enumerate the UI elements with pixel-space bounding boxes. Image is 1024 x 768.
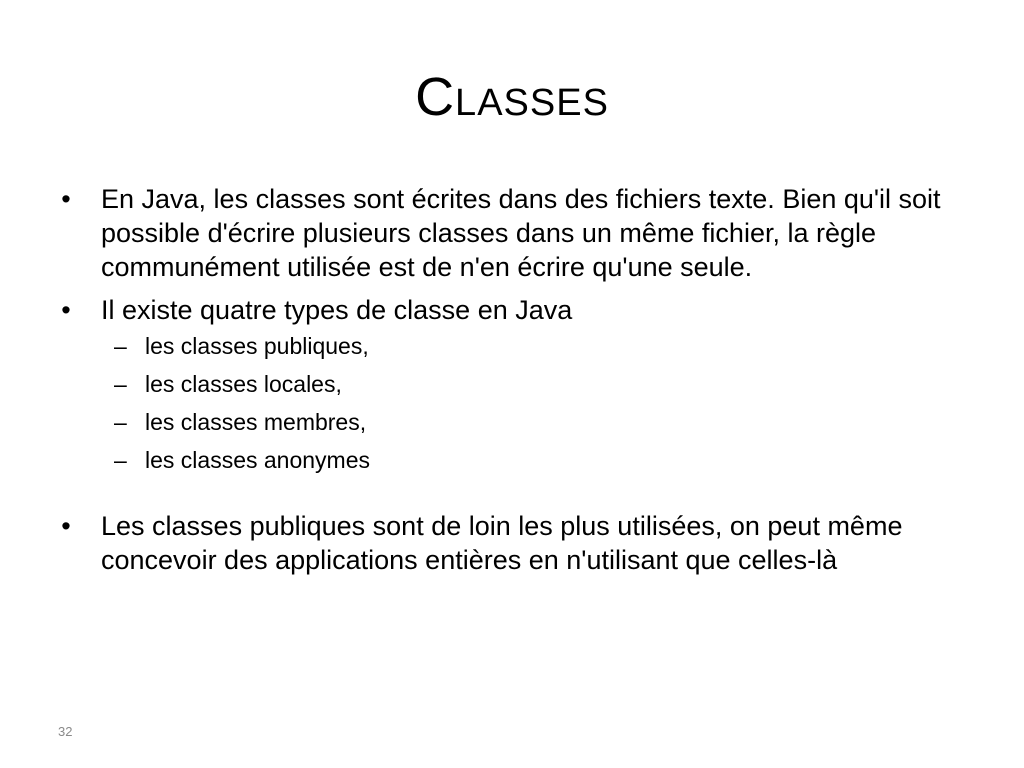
bullet-text: Les classes publiques sont de loin les plus utilisées, on peut même concevoir des applications entières en n'utilisant que celles-là [101, 511, 903, 575]
bullet-text: Il existe quatre types de classe en Java [101, 295, 573, 325]
bullet-item [56, 182, 976, 284]
page-number: 32 [58, 724, 73, 739]
dash-icon: – [114, 371, 127, 397]
bullet-icon: • [61, 184, 71, 214]
bullet-item [56, 509, 976, 577]
sub-bullet-text: les classes anonymes [145, 447, 370, 473]
slide-title: Classes [415, 67, 609, 127]
slide-body [56, 182, 976, 577]
bullet-item [56, 293, 976, 327]
dash-icon: – [114, 333, 127, 359]
sub-bullet-list [56, 331, 976, 475]
sub-bullet-text: les classes locales, [145, 371, 342, 397]
bullet-icon: • [61, 511, 71, 541]
bullet-text: En Java, les classes sont écrites dans des fichiers texte. Bien qu'il soit possible d'écrire plusieurs classes dans un même fichier, la règle communément utilisée est de n'en écrire qu'une seule. [101, 184, 941, 282]
sub-bullet-item [56, 369, 976, 399]
sub-bullet-text: les classes publiques, [145, 333, 369, 359]
sub-bullet-item [56, 407, 976, 437]
dash-icon: – [114, 447, 127, 473]
bullet-icon: • [61, 295, 71, 325]
sub-bullet-item [56, 331, 976, 361]
dash-icon: – [114, 409, 127, 435]
sub-bullet-item [56, 445, 976, 475]
sub-bullet-text: les classes membres, [145, 409, 367, 435]
